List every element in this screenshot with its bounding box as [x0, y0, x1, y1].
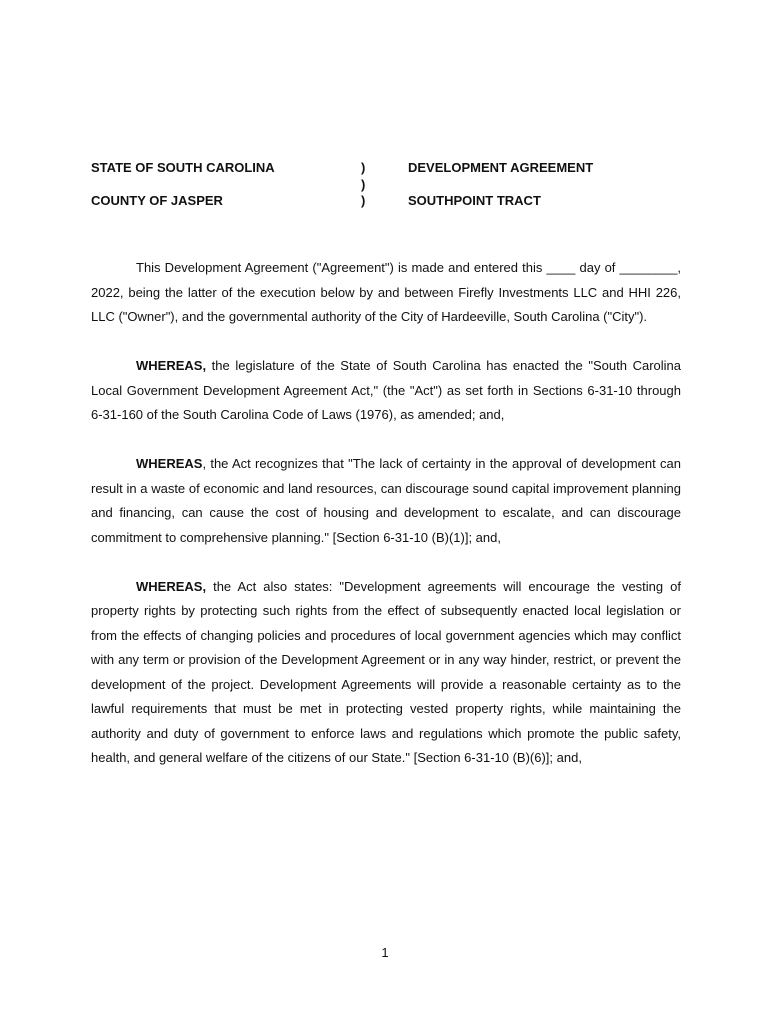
whereas-paragraph-2 — [91, 452, 681, 550]
intro-paragraph — [91, 256, 681, 330]
caption-paren: ) — [361, 193, 366, 208]
agreement-body — [91, 256, 681, 795]
caption-document-title: DEVELOPMENT AGREEMENT — [408, 160, 594, 175]
paragraph-text: the Act also states: "Development agreements will encourage the vesting of property rights by protecting such rights from the effect of subsequently enacted local legislation or from the effects of changing policies and procedures of local government agencies which may conflict with any term or provision of the Development Agreement or in any way hinder, restrict, or prevent the development of the project. Development Agreements will provide a reasonable certainty as to the lawful requirements that must be met in protecting vested property rights, while maintaining the authority and duty of government to enforce laws and regulations which promote the public safety, health, and general welfare of the citizens of our State." [Section 6-31-10 (B)(6)]; and, — [91, 578, 681, 765]
caption-tract-name: SOUTHPOINT TRACT — [408, 193, 541, 208]
paragraph-text: This Development Agreement ("Agreement") is made and entered this ____ day of ________, 2022, being the latter of the execution below by and between Firefly Investments LLC and HHI 226, LLC ("Owner"), and the governmental authority of the City of Hardeeville, South Carolina ("City"). — [91, 260, 681, 324]
paragraph-text: , the Act recognizes that "The lack of certainty in the approval of development can result in a waste of economic and land resources, can discourage sound capital improvement planning and financing, can cause the cost of housing and development to escalate, and can discourage commitment to comprehensive planning." [Section 6-31-10 (B)(1)]; and, — [91, 456, 681, 545]
page-number: 1 — [381, 945, 389, 960]
caption-state: STATE OF SOUTH CAROLINA — [91, 160, 275, 175]
caption-left-column — [91, 160, 275, 210]
caption-paren: ) — [361, 160, 366, 175]
whereas-paragraph-1 — [91, 354, 681, 428]
caption-spacer — [91, 177, 275, 194]
caption-right-column — [408, 160, 593, 210]
caption-spacer — [408, 177, 593, 194]
caption-paren: ) — [361, 176, 366, 192]
paragraph-lead: WHEREAS, — [136, 358, 207, 373]
paragraph-text: the legislature of the State of South Carolina has enacted the "South Carolina Local Government Development Agreement Act," (the "Act") as set forth in Sections 6-31-10 through 6-31-160 of the South Carolina Code of Laws (1976), as amended; and, — [91, 358, 681, 422]
paragraph-lead: WHEREAS — [136, 456, 203, 471]
paragraph-lead: WHEREAS, — [136, 578, 207, 594]
whereas-paragraph-3 — [91, 575, 681, 771]
caption-paren-column — [361, 160, 365, 210]
caption-county: COUNTY OF JASPER — [91, 193, 223, 208]
